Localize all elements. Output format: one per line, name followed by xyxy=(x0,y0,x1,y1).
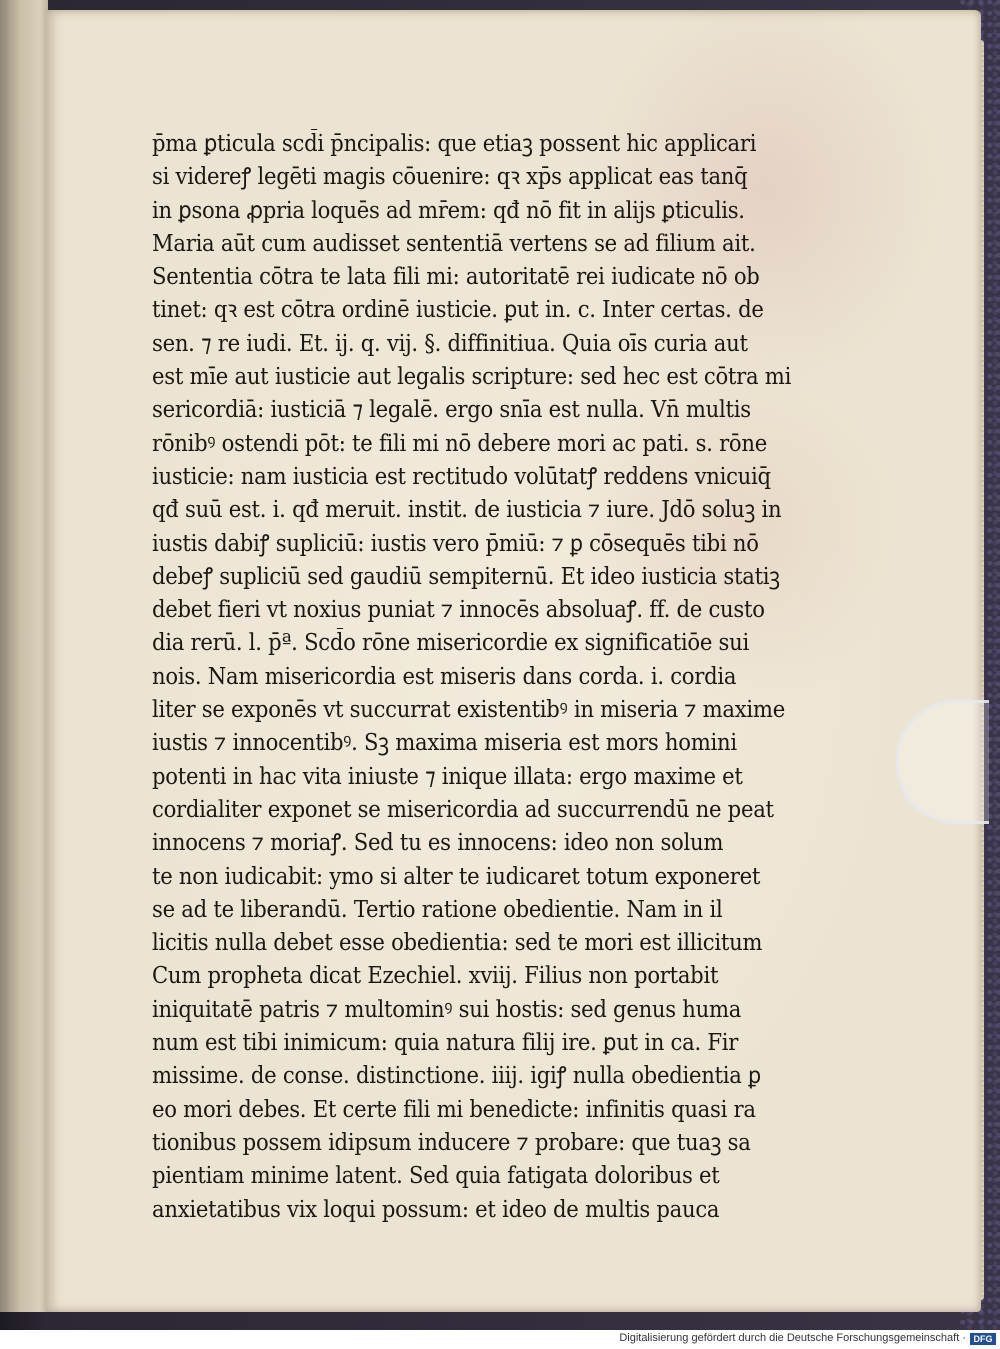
text-line: si videreꝭ legēti magis cōuenire: qꝛ xp̄s applicat eas tanq̄ xyxy=(152,164,748,191)
text-line: innocens ⁊ moriaꝭ. Sed tu es innocens: ideo non solum xyxy=(152,830,724,857)
text-line: anxietatibus vix loqui possum: et ideo de multis pauca xyxy=(152,1196,720,1223)
text-line: potenti in hac vita iniuste ⁊ inique illata: ergo maxime et xyxy=(152,763,743,790)
text-line: Sententia cōtra te lata fili mi: autoritatē rei iudicate nō ob xyxy=(152,264,760,291)
text-line: iustis dabiꝭ supliciū: iustis vero p̄miū: ⁊ ꝑ cōsequēs tibi nō xyxy=(152,530,759,557)
text-line: Maria aūt cum audisset sententiā vertens se ad filium ait. xyxy=(152,230,756,257)
text-line: dia rerū. l. p̄ª. Scd̄o rōne misericordie ex significatiōe sui xyxy=(152,630,749,657)
text-line: pientiam minime latent. Sed quia fatigata doloribus et xyxy=(152,1163,720,1190)
text-line: cordialiter exponet se misericordia ad succurrendū ne peat xyxy=(152,796,774,823)
text-line: nois. Nam misericordia est miseris dans corda. i. cordia xyxy=(152,663,737,690)
text-line: tinet: qꝛ est cōtra ordinē iusticie. ꝑut in. c. Inter certas. de xyxy=(152,297,764,324)
digitization-credit-bar xyxy=(0,1330,1000,1349)
text-line: est mīe aut iusticie aut legalis scripture: sed hec est cōtra mi xyxy=(152,364,792,391)
text-line: debet fieri vt noxius puniat ⁊ innocēs absoluaꝭ. ff. de custo xyxy=(152,597,765,624)
text-line: rōnibꝰ ostendi pōt: te fili mi nō debere mori ac pati. s. rōne xyxy=(152,430,768,457)
left-page-edge xyxy=(0,0,48,1312)
text-line: p̄ma ꝑticula scd̄i p̄ncipalis: que etiaꝫ possent hic applicari xyxy=(152,131,757,157)
text-line: eo mori debes. Et certe fili mi benedicte: infinitis quasi ra xyxy=(152,1096,756,1123)
text-line: missime. de conse. distinctione. iiij. igiꝭ nulla obedientia ꝑ xyxy=(152,1063,761,1090)
text-line: se ad te liberandū. Tertio ratione obedientie. Nam in il xyxy=(152,896,723,923)
text-line: qđ suū est. i. qđ meruit. instit. de iusticia ⁊ iure. Jdō soluꝫ in xyxy=(152,497,782,524)
incunabula-text-block xyxy=(152,128,792,1227)
text-line: debeꝭ supliciū sed gaudiū sempiternū. Et ideo iusticia statiꝫ xyxy=(152,563,780,590)
funding-credit: Digitalisierung gefördert durch die Deutsche Forschungsgemeinschaft · xyxy=(619,1332,966,1344)
text-line: sen. ⁊ re iudi. Et. ij. q. vij. §. diffinitiua. Quia oīs curia aut xyxy=(152,330,748,357)
text-line: num est tibi inimicum: quia natura filij ire. ꝑut in ca. Fir xyxy=(152,1030,739,1057)
text-line: te non iudicabit: ymo si alter te iudicaret totum exponeret xyxy=(152,863,761,890)
text-line: licitis nulla debet esse obedientia: sed te mori est illicitum xyxy=(152,930,763,957)
text-line: liter se exponēs vt succurrat existentibꝰ in miseria ⁊ maxime xyxy=(152,697,785,724)
text-line: iustis ⁊ innocentibꝰ. Sꝫ maxima miseria est mors homini xyxy=(152,730,737,757)
text-line: tionibus possem idipsum inducere ⁊ probare: que tuaꝫ sa xyxy=(152,1129,751,1156)
text-line: sericordiā: iusticiā ⁊ legalē. ergo snīa est nulla. Vn̄ multis xyxy=(152,397,751,424)
text-line: Cum propheta dicat Ezechiel. xviij. Filius non portabit xyxy=(152,963,719,990)
text-line: iusticie: nam iusticia est rectitudo volūtatꝭ reddens vnicuiq̄ xyxy=(152,463,771,490)
text-line: iniquitatē patris ⁊ multominꝰ sui hostis: sed genus huma xyxy=(152,996,742,1023)
text-line: in ꝑsona ꝓpria loquēs ad mr̄em: qđ nō fit in alijs ꝑticulis. xyxy=(152,197,745,224)
dfg-logo: DFG xyxy=(970,1333,996,1345)
